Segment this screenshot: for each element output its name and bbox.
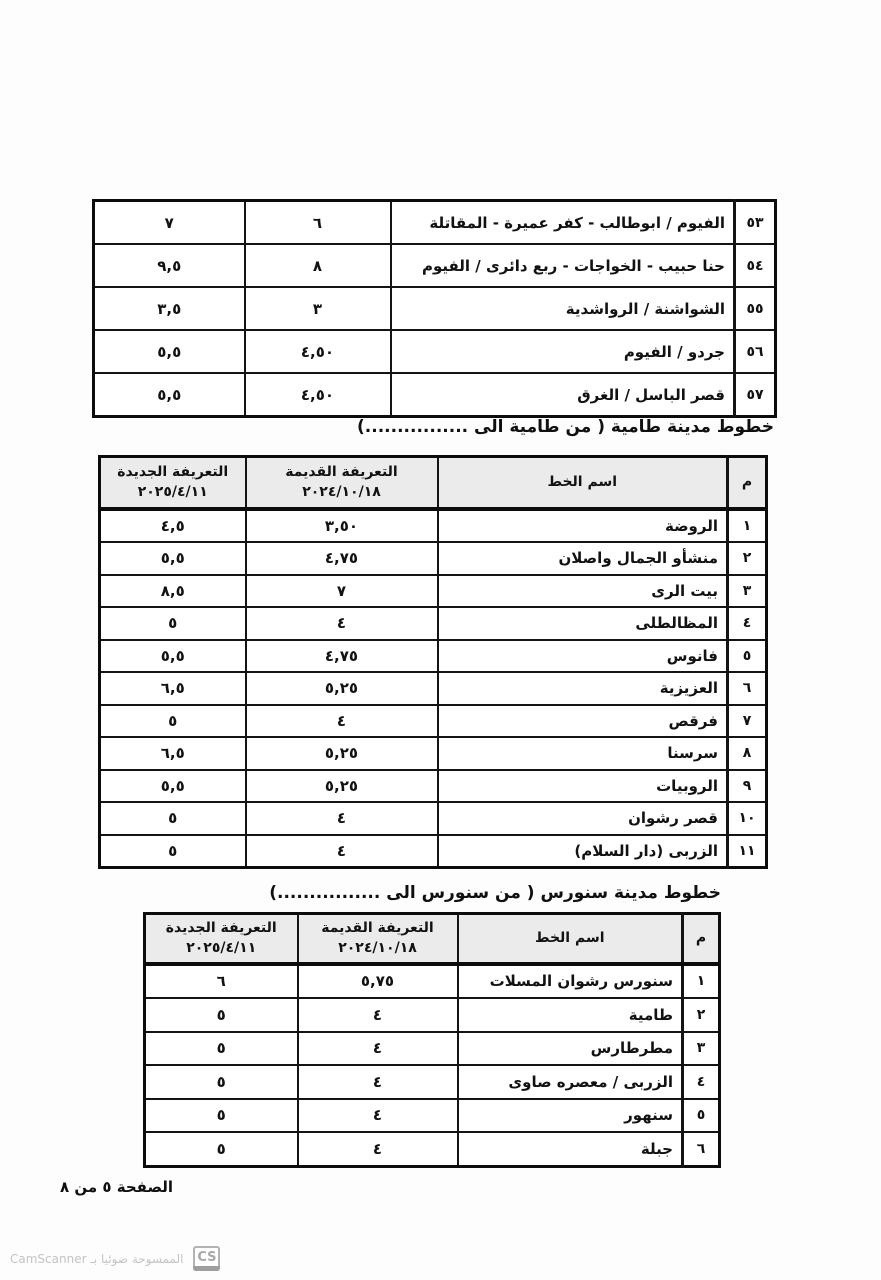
cell-num: ٥٦ (735, 330, 776, 373)
cell-name: بيت الرى (438, 575, 728, 608)
cell-old: ٤ (298, 1065, 458, 1099)
table-row (100, 672, 767, 705)
cell-name: قصر الباسل / الغرق (391, 373, 735, 417)
cell-name: منشأو الجمال واصلان (438, 542, 728, 575)
cell-num: ١ (683, 964, 720, 999)
sonnoris-lines-tbody (145, 964, 720, 1167)
cell-old: ٤ (298, 998, 458, 1032)
cell-new: ٧ (94, 201, 245, 245)
header-new-tariff (100, 457, 246, 509)
cell-num: ٦ (683, 1132, 720, 1166)
cell-old: ٧ (246, 575, 438, 608)
camscanner-logo-icon: CS (193, 1246, 220, 1271)
cell-new: ٥,٥ (100, 542, 246, 575)
header-line-name: اسم الخط (458, 914, 683, 964)
cell-new: ٥ (145, 1099, 298, 1133)
header-new-tariff-date: ٢٠٢٥/٤/١١ (186, 940, 257, 957)
cell-name: الزربى (دار السلام) (438, 835, 728, 868)
table-row (94, 287, 776, 330)
cell-new: ٩,٥ (94, 244, 245, 287)
header-serial: م (683, 914, 720, 964)
cell-old: ٥,٧٥ (298, 964, 458, 999)
cell-new: ٦ (145, 964, 298, 999)
table-row (100, 705, 767, 738)
header-old-tariff-date: ٢٠٢٤/١٠/١٨ (338, 940, 417, 957)
table-row (100, 802, 767, 835)
cell-new: ٥ (145, 998, 298, 1032)
table-row (100, 542, 767, 575)
header-new-tariff-date: ٢٠٢٥/٤/١١ (137, 484, 208, 501)
cell-name: الشواشنة / الرواشدية (391, 287, 735, 330)
cell-name: الروبيات (438, 770, 728, 803)
table-row (100, 835, 767, 868)
cell-num: ٥ (683, 1099, 720, 1133)
tamiya-lines-tbody (100, 509, 767, 868)
table-row (145, 1065, 720, 1099)
cell-num: ٩ (728, 770, 767, 803)
table-row (94, 373, 776, 417)
cell-old: ٤,٥٠ (245, 373, 391, 417)
cell-new: ٥ (145, 1032, 298, 1066)
cell-old: ٤,٧٥ (246, 640, 438, 673)
table-row (100, 640, 767, 673)
cell-old: ٤ (298, 1032, 458, 1066)
fayoum-lines-tbody (94, 201, 776, 417)
table-row (145, 1132, 720, 1166)
table-row (100, 770, 767, 803)
header-old-tariff-label: التعريفة القديمة (285, 463, 398, 480)
cell-old: ٤ (246, 835, 438, 868)
cell-old: ٤ (298, 1132, 458, 1166)
table-row (145, 998, 720, 1032)
fayoum-lines-table-wrapper (92, 199, 777, 418)
cell-num: ١١ (728, 835, 767, 868)
cell-name: المظالطلى (438, 607, 728, 640)
cell-num: ٦ (728, 672, 767, 705)
tamiya-lines-table-wrapper (98, 455, 768, 869)
cell-old: ٥,٢٥ (246, 770, 438, 803)
header-serial: م (728, 457, 767, 509)
cell-old: ٣,٥٠ (246, 509, 438, 543)
cell-num: ٥ (728, 640, 767, 673)
cell-name: طامية (458, 998, 683, 1032)
cell-num: ٥٧ (735, 373, 776, 417)
cell-num: ٤ (728, 607, 767, 640)
cell-old: ٤ (246, 607, 438, 640)
cell-num: ٣ (683, 1032, 720, 1066)
sonnoris-lines-table (143, 912, 721, 1168)
cell-new: ٦,٥ (100, 672, 246, 705)
cell-num: ١ (728, 509, 767, 543)
camscanner-watermark (10, 1246, 220, 1271)
table-row (145, 1032, 720, 1066)
cell-name: العزيزية (438, 672, 728, 705)
table-row (145, 1099, 720, 1133)
cell-num: ٧ (728, 705, 767, 738)
cell-new: ٨,٥ (100, 575, 246, 608)
table-row (100, 509, 767, 543)
cell-name: الروضة (438, 509, 728, 543)
cell-old: ٣ (245, 287, 391, 330)
cell-name: قصر رشوان (438, 802, 728, 835)
cell-num: ٤ (683, 1065, 720, 1099)
cell-old: ٤ (246, 705, 438, 738)
cell-old: ٤,٧٥ (246, 542, 438, 575)
table-row (94, 244, 776, 287)
fayoum-lines-table (92, 199, 777, 418)
cell-old: ٦ (245, 201, 391, 245)
cell-name: الفيوم / ابوطالب - كفر عميرة - المقاتلة (391, 201, 735, 245)
cell-num: ٨ (728, 737, 767, 770)
cell-num: ١٠ (728, 802, 767, 835)
header-new-tariff-label: التعريفة الجديدة (117, 463, 229, 480)
cell-new: ٤,٥ (100, 509, 246, 543)
cell-new: ٥,٥ (94, 330, 245, 373)
cell-name: سرسنا (438, 737, 728, 770)
page-number-label: الصفحة ٥ من ٨ (60, 1178, 174, 1196)
cell-new: ٥,٥ (100, 640, 246, 673)
cell-name: فانوس (438, 640, 728, 673)
header-row (145, 914, 720, 964)
table-row (94, 201, 776, 245)
header-row (100, 457, 767, 509)
cell-new: ٥ (100, 835, 246, 868)
sonnoris-table-header (145, 914, 720, 964)
cell-old: ٥,٢٥ (246, 672, 438, 705)
cell-name: مطرطارس (458, 1032, 683, 1066)
cell-old: ٥,٢٥ (246, 737, 438, 770)
header-new-tariff-label: التعريفة الجديدة (165, 919, 277, 936)
cell-name: جردو / الفيوم (391, 330, 735, 373)
cell-num: ٢ (683, 998, 720, 1032)
cell-num: ٥٤ (735, 244, 776, 287)
cell-name: حنا حبيب - الخواجات - ربع دائرى / الفيوم (391, 244, 735, 287)
header-old-tariff-date: ٢٠٢٤/١٠/١٨ (302, 484, 381, 501)
cell-new: ٥ (100, 802, 246, 835)
table-row (100, 575, 767, 608)
cell-num: ٥٥ (735, 287, 776, 330)
cell-new: ٥ (145, 1065, 298, 1099)
cell-new: ٥ (100, 607, 246, 640)
header-old-tariff-label: التعريفة القديمة (321, 919, 434, 936)
tamiya-section-title: خطوط مدينة طامية ( من طامية الى ................) (357, 417, 774, 437)
sonnoris-section-title: خطوط مدينة سنورس ( من سنورس الى ................) (269, 883, 721, 903)
cell-old: ٤ (298, 1099, 458, 1133)
cell-num: ٢ (728, 542, 767, 575)
cell-name: فرقص (438, 705, 728, 738)
cell-name: جبلة (458, 1132, 683, 1166)
cell-name: الزربى / معصره صاوى (458, 1065, 683, 1099)
camscanner-caption: الممسوحة ضوئيا بـ CamScanner (10, 1251, 184, 1266)
cell-name: سنورس رشوان المسلات (458, 964, 683, 999)
cell-new: ٥,٥ (94, 373, 245, 417)
cell-new: ٥ (145, 1132, 298, 1166)
tamiya-table-header (100, 457, 767, 509)
header-new-tariff (145, 914, 298, 964)
cell-old: ٤,٥٠ (245, 330, 391, 373)
cell-num: ٣ (728, 575, 767, 608)
cell-new: ٦,٥ (100, 737, 246, 770)
table-row (100, 737, 767, 770)
table-row (145, 964, 720, 999)
table-row (100, 607, 767, 640)
cell-new: ٣,٥ (94, 287, 245, 330)
cell-new: ٥ (100, 705, 246, 738)
header-old-tariff (246, 457, 438, 509)
header-line-name: اسم الخط (438, 457, 728, 509)
table-row (94, 330, 776, 373)
cell-name: سنهور (458, 1099, 683, 1133)
header-old-tariff (298, 914, 458, 964)
cell-old: ٤ (246, 802, 438, 835)
tamiya-lines-table (98, 455, 768, 869)
cell-num: ٥٣ (735, 201, 776, 245)
cell-old: ٨ (245, 244, 391, 287)
sonnoris-lines-table-wrapper (143, 912, 721, 1168)
cell-new: ٥,٥ (100, 770, 246, 803)
